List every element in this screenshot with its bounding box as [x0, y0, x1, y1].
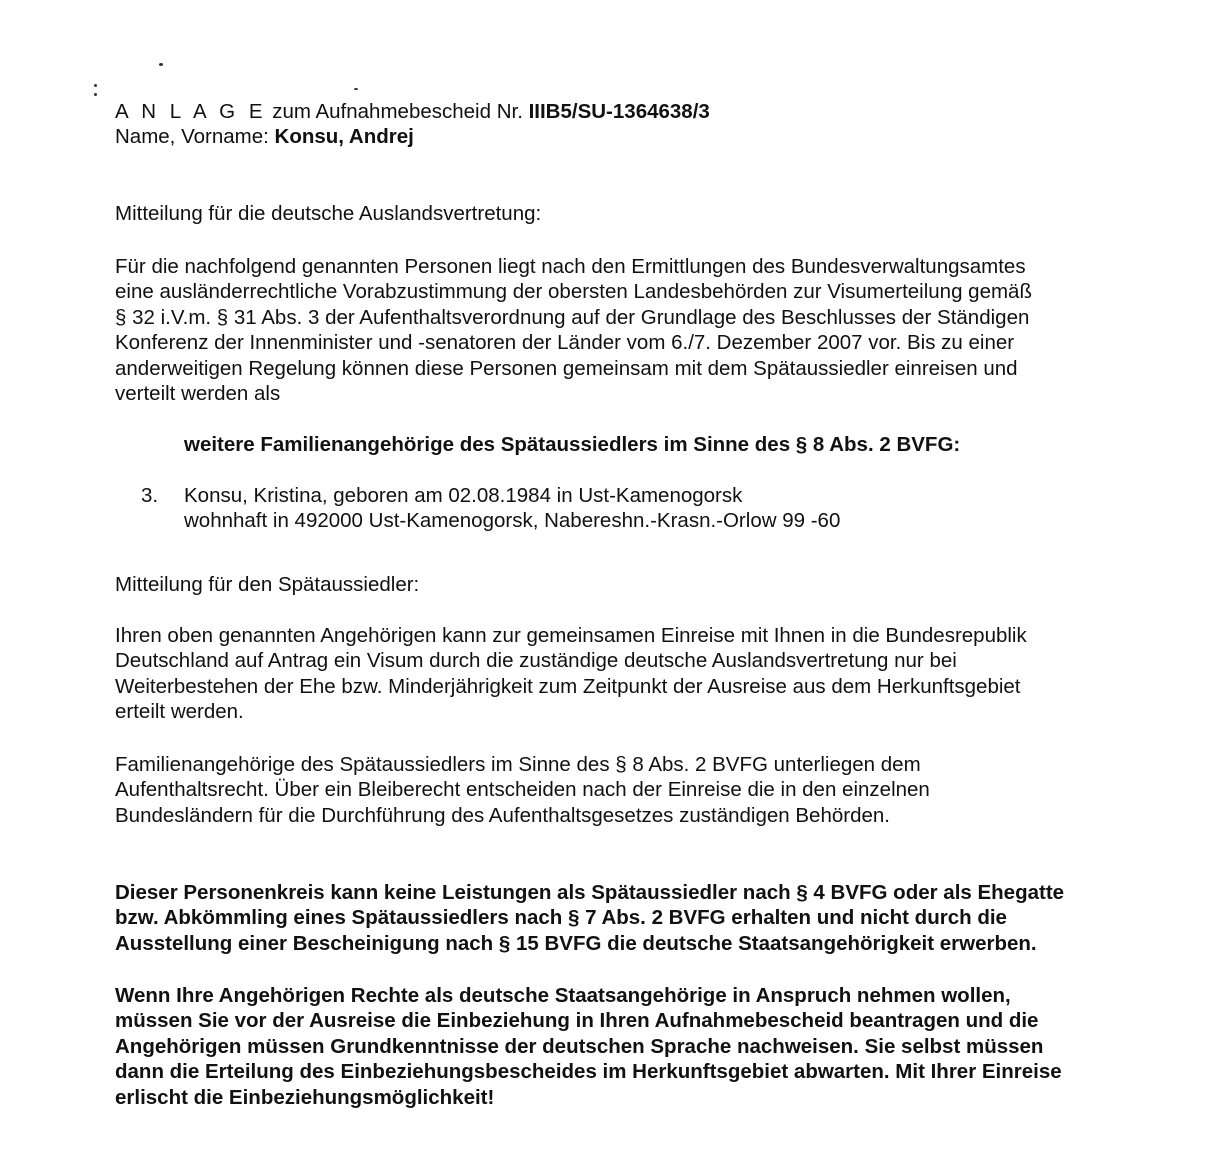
auslandsvertretung-paragraph: Für die nachfolgend genannten Personen liegt nach den Ermittlungen des Bundesverwaltungsamtes eine ausländerrechtliche Vorabzustimmung der obersten Landesbehörden zur Visumerteilung gemäß § 32 i.V.m. § 31 Abs. 3 der Aufenthaltsverordnung auf der Grundlage des Beschlusses der Ständigen Konferenz der Innenminister und -senatoren der Länder vom 6./7. Dezember 2007 vor. Bis zu einer anderweitigen Regelung können diese Personen gemeinsam mit dem Spätaussiedler einreisen und verteilt werden als [115, 255, 1032, 406]
notice-paragraph-1: Dieser Personenkreis kann keine Leistungen als Spätaussiedler nach § 4 BVFG oder als Ehegatte bzw. Abkömmling eines Spätaussiedlers nach § 7 Abs. 2 BVFG erhalten und nicht durch die Ausstellung einer Bescheinigung nach § 15 BVFG die deutsche Staatsangehörigkeit erwerben. [115, 881, 1065, 955]
scan-speck [94, 84, 97, 87]
anlage-text: zum Aufnahmebescheid Nr. [266, 100, 529, 123]
spaetaussiedler-paragraph-2: Familienangehörige des Spätaussiedlers im Sinne des § 8 Abs. 2 BVFG unterliegen dem Aufenthaltsrecht. Über ein Bleiberecht entscheiden nach der Einreise die in den einzelnen Bundesländern für die Durchführung des Aufenthaltsgesetzes zuständigen Behörden. [115, 753, 930, 827]
name-label: Name, Vorname: [115, 125, 275, 148]
anlage-label: A N L A G E [115, 100, 267, 123]
person-entry: Konsu, Kristina, geboren am 02.08.1984 in Ust-Kamenogorsk wohnhaft in 492000 Ust-Kamenogorsk, Nabereshn.-Krasn.-Orlow 99 -60 [184, 484, 841, 533]
bescheid-number: IIIB5/SU-1364638/3 [528, 100, 710, 123]
anlage-header [115, 99, 710, 124]
category-heading: weitere Familienangehörige des Spätaussiedlers im Sinne des § 8 Abs. 2 BVFG: [184, 433, 961, 456]
notice-paragraph-2: Wenn Ihre Angehörigen Rechte als deutsche Staatsangehörige in Anspruch nehmen wollen, müssen Sie vor der Ausreise die Einbeziehung in Ihren Aufnahmebescheid beantragen und die Angehörigen müssen Grundkenntnisse der deutschen Sprache nachweisen. Sie selbst müssen dann die Erteilung des Einbeziehungsbescheides im Herkunftsgebiet abwarten. Mit Ihrer Einreise erlischt die Einbeziehungsmöglichkeit! [115, 984, 1062, 1109]
scan-speck [94, 93, 97, 96]
spaetaussiedler-paragraph-1: Ihren oben genannten Angehörigen kann zur gemeinsamen Einreise mit Ihnen in die Bundesrepublik Deutschland auf Antrag ein Visum durch die zuständige deutsche Auslandsvertretung nur bei Weiterbestehen der Ehe bzw. Minderjährigkeit zum Zeitpunkt der Ausreise aus dem Herkunftsgebiet erteilt werden. [115, 624, 1027, 724]
name-value: Konsu, Andrej [274, 125, 414, 148]
auslandsvertretung-heading: Mitteilung für die deutsche Auslandsvertretung: [115, 202, 542, 225]
scan-speck [354, 88, 358, 90]
person-number: 3. [141, 484, 159, 507]
scan-speck [159, 63, 163, 66]
spaetaussiedler-heading: Mitteilung für den Spätaussiedler: [115, 573, 420, 596]
name-line [115, 124, 414, 149]
